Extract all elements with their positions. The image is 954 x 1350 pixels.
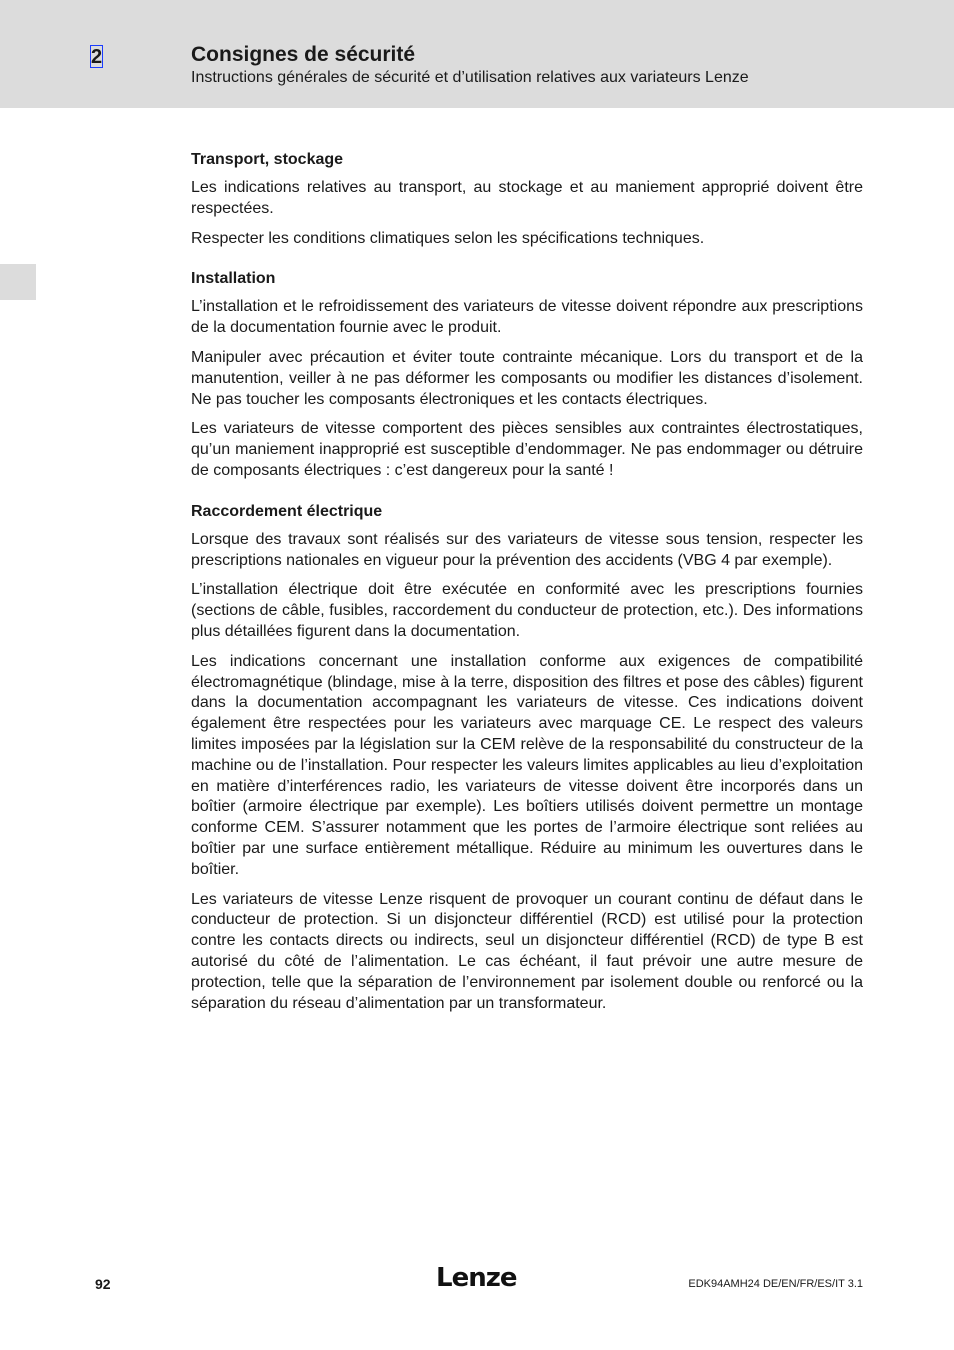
section-installation xyxy=(191,267,863,481)
document-code: EDK94AMH24 DE/EN/FR/ES/IT 3.1 xyxy=(688,1278,863,1290)
section-heading: Transport, stockage xyxy=(191,151,344,168)
paragraph: Manipuler avec précaution et éviter toute contrainte mécanique. Lors du transport et de la manutention, veiller à ne pas déformer les composants ou modifier les distances d’isolement. Ne pas toucher les composants électroniques et les contacts électriques. xyxy=(191,348,863,408)
chapter-number[interactable]: 2 xyxy=(91,46,103,68)
paragraph: Les variateurs de vitesse Lenze risquent de provoquer un courant continu de défaut dans le conducteur de protection. Si un disjoncteur différentiel (RCD) est utilisé pour la protection contre les contacts directs ou indirects, seul un disjoncteur différentiel (RCD) de type B est autorisé du côté de l’alimentation. Le cas échéant, il faut prévoir une autre mesure de protection, telle que la séparation de l’environnement par isolement double ou renforcé ou la séparation du réseau d’alimentation par un transformateur. xyxy=(191,890,863,1012)
paragraph: Les indications relatives au transport, au stockage et au maniement approprié doivent être respectées. xyxy=(191,179,863,217)
section-transport xyxy=(191,148,863,249)
section-heading: Raccordement électrique xyxy=(191,502,383,520)
side-tab-marker xyxy=(0,264,36,300)
paragraph: L’installation électrique doit être exécutée en conformité avec les prescriptions fournies (sections de câble, fusibles, raccordement du conducteur de protection, etc.). Des informations plus détaillées figurent dans la documentation. xyxy=(191,581,863,640)
paragraph: L’installation et le refroidissement des variateurs de vitesse doivent répondre aux prescriptions de la documentation fournie avec le produit. xyxy=(191,298,863,337)
header-band xyxy=(0,0,954,108)
paragraph: Respecter les conditions climatiques selon les spécifications techniques. xyxy=(191,229,705,247)
section-heading: Installation xyxy=(191,270,276,288)
document-body xyxy=(191,148,863,1032)
paragraph: Les variateurs de vitesse comportent des pièces sensibles aux contraintes électrostatiques, qu’un maniement inapproprié est susceptible d’endommager. Ne pas endommager ou détruire de composants électriques : c’est dangereux pour la santé ! xyxy=(191,420,863,479)
paragraph: Lorsque des travaux sont réalisés sur des variateurs de vitesse sous tension, respecter les prescriptions nationales en vigueur pour la prévention des accidents (VBG 4 par exemple). xyxy=(191,530,863,569)
chapter-subtitle: Instructions générales de sécurité et d’utilisation relatives aux variateurs Lenze xyxy=(191,69,749,86)
page-number: 92 xyxy=(95,1276,111,1292)
section-electrical-connection xyxy=(191,500,863,1015)
paragraph: Les indications concernant une installation conforme aux exigences de compatibilité électromagnétique (blindage, mise à la terre, disposition des filtres et pose des câbles) figurent dans la documentation accompagnant les variateurs de vitesse. Ces indications doivent également être respectées pour les variateurs avec marquage CE. Le respect des valeurs limites imposées par la législation sur la CEM relève de la responsabilité du constructeur de la machine ou de l’installation. Pour respecter les valeurs limites applicables au lieu d’exploitation en matière d’interférences radio, les variateurs de vitesse doivent être incorporés dans un boîtier (armoire électrique par exemple). Les boîtiers utilisés doivent permettre un montage conforme CEM. S’assurer notamment que les portes de l’armoire électrique sont reliées au boîtier par une surface entièrement métallique. Réduire au minimum les ouvertures dans le boîtier. xyxy=(191,652,863,878)
lenze-logo: Lenze xyxy=(436,1263,517,1293)
chapter-title: Consignes de sécurité xyxy=(191,43,416,66)
